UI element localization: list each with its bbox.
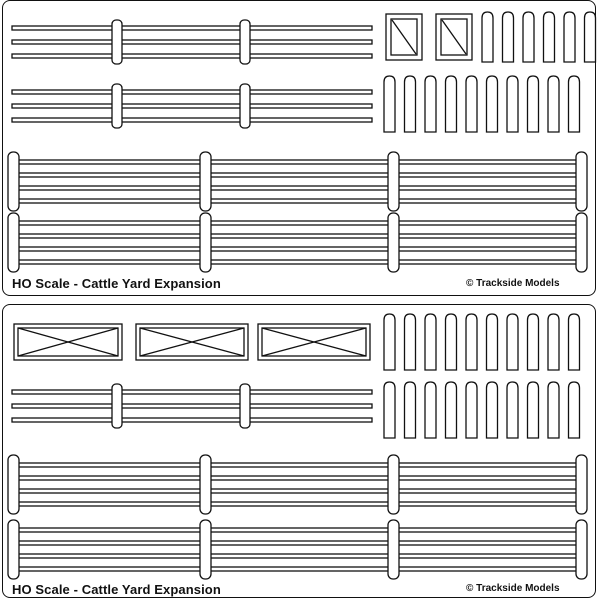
picket (425, 76, 436, 132)
long-fence-c-rail (14, 463, 584, 467)
picket (487, 314, 498, 370)
short-fence-b-rail (12, 90, 372, 94)
long-fence-a-rail (14, 186, 584, 190)
long-fence-d-rail (14, 554, 584, 558)
picket (548, 382, 559, 438)
picket (466, 382, 477, 438)
picket (507, 76, 518, 132)
sheet-2-credit: © Trackside Models (466, 583, 560, 594)
long-fence-c-rail (14, 489, 584, 493)
short-fence-b-post (112, 84, 122, 128)
long-fence-a-post (576, 152, 587, 211)
long-fence-c-post (200, 455, 211, 514)
long-fence-a-rail (14, 160, 584, 164)
short-fence-c-rail (12, 418, 372, 422)
long-fence-d-rail (14, 541, 584, 545)
long-fence-b-rail (14, 260, 584, 264)
picket (405, 382, 416, 438)
long-fence-d-post (576, 520, 587, 579)
picket (548, 314, 559, 370)
sheet-1-caption: HO Scale - Cattle Yard Expansion (12, 276, 221, 291)
long-fence-a-post (200, 152, 211, 211)
short-fence-b-rail (12, 118, 372, 122)
long-fence-d-rail (14, 528, 584, 532)
picket (446, 314, 457, 370)
short-fence-a-post (112, 20, 122, 64)
long-fence-a-post (8, 152, 19, 211)
long-fence-b-rail (14, 221, 584, 225)
long-fence-c-rail (14, 476, 584, 480)
picket (569, 76, 580, 132)
picket (384, 314, 395, 370)
picket (569, 314, 580, 370)
picket (405, 76, 416, 132)
long-fence-d-post (200, 520, 211, 579)
short-fence-a-post (240, 20, 250, 64)
picket (503, 12, 514, 62)
picket (466, 314, 477, 370)
sheet-2-caption: HO Scale - Cattle Yard Expansion (12, 582, 221, 597)
picket (507, 314, 518, 370)
picket (528, 76, 539, 132)
long-fence-b-post (8, 213, 19, 272)
long-fence-c-post (388, 455, 399, 514)
short-fence-a-rail (12, 26, 372, 30)
short-fence-c-rail (12, 390, 372, 394)
long-fence-b-post (200, 213, 211, 272)
short-fence-c-post (240, 384, 250, 428)
picket (528, 382, 539, 438)
picket (523, 12, 534, 62)
long-fence-b-rail (14, 247, 584, 251)
short-fence-b-rail (12, 104, 372, 108)
long-fence-c-post (8, 455, 19, 514)
picket (405, 314, 416, 370)
long-fence-d-rail (14, 567, 584, 571)
picket (466, 76, 477, 132)
long-fence-b-post (388, 213, 399, 272)
picket (564, 12, 575, 62)
picket (425, 314, 436, 370)
picket (384, 76, 395, 132)
long-fence-a-rail (14, 173, 584, 177)
long-fence-d-post (8, 520, 19, 579)
sheet-1-credit: © Trackside Models (466, 278, 560, 289)
picket (446, 382, 457, 438)
long-fence-a-post (388, 152, 399, 211)
picket (548, 76, 559, 132)
picket (585, 12, 596, 62)
short-fence-a-rail (12, 40, 372, 44)
short-fence-c-rail (12, 404, 372, 408)
long-fence-a-rail (14, 199, 584, 203)
picket (569, 382, 580, 438)
picket (528, 314, 539, 370)
long-fence-b-rail (14, 234, 584, 238)
long-fence-b-post (576, 213, 587, 272)
long-fence-c-post (576, 455, 587, 514)
picket (507, 382, 518, 438)
picket (482, 12, 493, 62)
short-fence-c-post (112, 384, 122, 428)
picket (487, 76, 498, 132)
long-fence-c-rail (14, 502, 584, 506)
short-fence-a-rail (12, 54, 372, 58)
long-fence-d-post (388, 520, 399, 579)
picket (487, 382, 498, 438)
short-fence-b-post (240, 84, 250, 128)
picket (425, 382, 436, 438)
picket (384, 382, 395, 438)
picket (446, 76, 457, 132)
picket (544, 12, 555, 62)
